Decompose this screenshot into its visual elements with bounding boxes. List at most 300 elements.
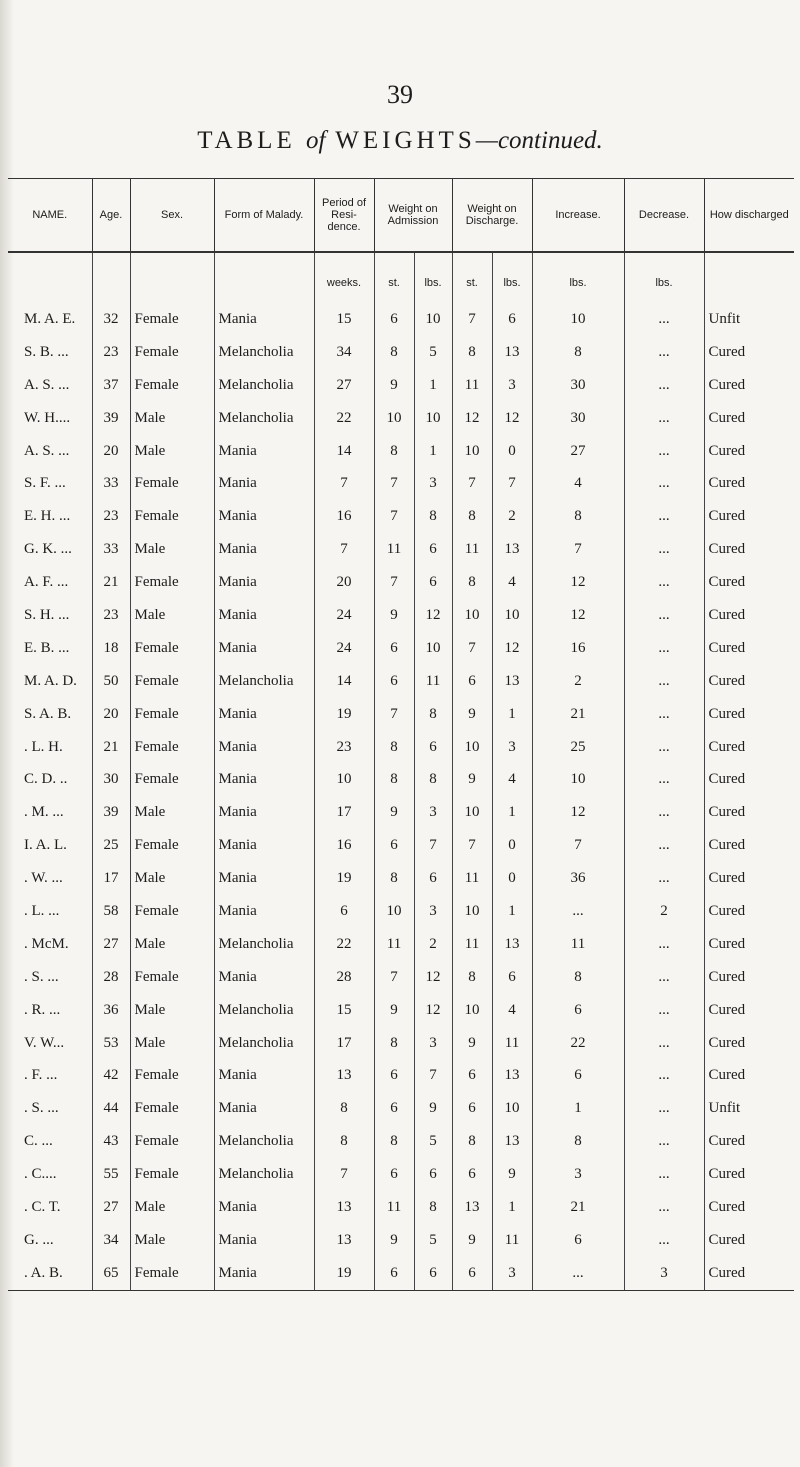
row-form: Melancholia <box>214 994 314 1027</box>
row-dis-lbs: 2 <box>492 500 532 533</box>
row-form: Mania <box>214 533 314 566</box>
row-how: Cured <box>704 994 794 1027</box>
header-decrease: Decrease. <box>624 179 704 253</box>
table-row <box>8 369 794 402</box>
row-decrease: ... <box>624 1158 704 1191</box>
row-form: Mania <box>214 829 314 862</box>
row-how: Cured <box>704 763 794 796</box>
row-name: W. H.... <box>24 409 71 426</box>
table-row <box>8 665 794 698</box>
table-row <box>8 1158 794 1191</box>
row-increase: 22 <box>532 1027 624 1060</box>
row-name: . W. ... <box>24 870 63 887</box>
row-form: Mania <box>214 862 314 895</box>
row-age: 37 <box>92 369 130 402</box>
row-decrease: ... <box>624 1125 704 1158</box>
row-adm-st: 6 <box>374 1257 414 1290</box>
row-form: Mania <box>214 632 314 665</box>
row-form: Mania <box>214 895 314 928</box>
row-dis-lbs: 4 <box>492 566 532 599</box>
row-adm-st: 9 <box>374 369 414 402</box>
row-name: M. A. D. <box>24 672 77 689</box>
row-dis-st: 11 <box>452 928 492 961</box>
row-adm-st: 11 <box>374 533 414 566</box>
row-dis-st: 6 <box>452 1059 492 1092</box>
row-name: A. S. ... <box>24 376 70 393</box>
row-decrease: ... <box>624 829 704 862</box>
header-row <box>8 179 794 253</box>
row-adm-st: 8 <box>374 862 414 895</box>
row-dis-lbs: 0 <box>492 862 532 895</box>
row-dis-lbs: 11 <box>492 1224 532 1257</box>
table-row <box>8 698 794 731</box>
row-age: 33 <box>92 533 130 566</box>
row-increase: 16 <box>532 632 624 665</box>
row-form: Melancholia <box>214 1027 314 1060</box>
row-decrease: ... <box>624 632 704 665</box>
row-adm-lbs: 12 <box>414 994 452 1027</box>
row-dis-lbs: 1 <box>492 698 532 731</box>
row-decrease: ... <box>624 500 704 533</box>
row-adm-st: 7 <box>374 698 414 731</box>
row-form: Melancholia <box>214 1125 314 1158</box>
row-adm-st: 6 <box>374 1158 414 1191</box>
row-form: Mania <box>214 763 314 796</box>
row-dis-st: 7 <box>452 467 492 500</box>
row-form: Mania <box>214 566 314 599</box>
row-period: 20 <box>314 566 374 599</box>
row-period: 22 <box>314 928 374 961</box>
row-form: Mania <box>214 435 314 468</box>
row-increase: 6 <box>532 1059 624 1092</box>
row-period: 8 <box>314 1092 374 1125</box>
row-name: A. F. ... <box>24 574 69 591</box>
row-form: Mania <box>214 1092 314 1125</box>
row-name: . S. ... <box>24 968 59 985</box>
units-adm-lbs: lbs. <box>414 252 452 303</box>
table-row <box>8 467 794 500</box>
row-how: Cured <box>704 467 794 500</box>
row-dis-lbs: 3 <box>492 1257 532 1290</box>
row-increase: 11 <box>532 928 624 961</box>
row-decrease: ... <box>624 763 704 796</box>
row-adm-lbs: 10 <box>414 632 452 665</box>
row-name: M. A. E. <box>24 310 76 327</box>
row-dis-st: 12 <box>452 402 492 435</box>
row-age: 27 <box>92 1191 130 1224</box>
row-decrease: ... <box>624 862 704 895</box>
row-adm-lbs: 8 <box>414 1191 452 1224</box>
table-row <box>8 1092 794 1125</box>
row-adm-lbs: 5 <box>414 336 452 369</box>
row-increase: ... <box>532 895 624 928</box>
row-dis-st: 6 <box>452 1257 492 1290</box>
row-form: Melancholia <box>214 402 314 435</box>
row-age: 23 <box>92 500 130 533</box>
row-adm-lbs: 3 <box>414 796 452 829</box>
row-increase: 6 <box>532 1224 624 1257</box>
row-period: 17 <box>314 796 374 829</box>
row-age: 44 <box>92 1092 130 1125</box>
row-dis-st: 7 <box>452 829 492 862</box>
row-name: E. B. ... <box>24 639 70 656</box>
row-decrease: ... <box>624 665 704 698</box>
row-dis-st: 10 <box>452 731 492 764</box>
row-age: 27 <box>92 928 130 961</box>
table-row <box>8 796 794 829</box>
row-adm-lbs: 7 <box>414 1059 452 1092</box>
row-adm-lbs: 10 <box>414 303 452 336</box>
table-row <box>8 599 794 632</box>
row-dis-st: 8 <box>452 1125 492 1158</box>
row-sex: Male <box>130 1224 214 1257</box>
weights-table <box>8 178 794 1291</box>
units-dis-lbs: lbs. <box>492 252 532 303</box>
table-row <box>8 402 794 435</box>
table-row <box>8 895 794 928</box>
row-adm-lbs: 12 <box>414 961 452 994</box>
row-sex: Female <box>130 665 214 698</box>
row-age: 65 <box>92 1257 130 1290</box>
row-adm-st: 6 <box>374 303 414 336</box>
row-age: 17 <box>92 862 130 895</box>
row-how: Cured <box>704 895 794 928</box>
row-name: A. S. ... <box>24 442 70 459</box>
units-form <box>214 252 314 303</box>
row-period: 13 <box>314 1224 374 1257</box>
row-name: . McM. <box>24 935 69 952</box>
row-dis-st: 9 <box>452 763 492 796</box>
row-adm-st: 7 <box>374 500 414 533</box>
row-adm-lbs: 6 <box>414 566 452 599</box>
row-dis-lbs: 13 <box>492 928 532 961</box>
row-how: Cured <box>704 1158 794 1191</box>
row-increase: 8 <box>532 1125 624 1158</box>
table-row <box>8 1257 794 1290</box>
row-adm-st: 7 <box>374 467 414 500</box>
row-how: Cured <box>704 796 794 829</box>
row-how: Cured <box>704 1059 794 1092</box>
row-decrease: ... <box>624 402 704 435</box>
row-name: G. K. ... <box>24 541 72 558</box>
row-dis-st: 11 <box>452 369 492 402</box>
row-name: . S. ... <box>24 1100 59 1117</box>
row-adm-st: 9 <box>374 1224 414 1257</box>
row-adm-st: 10 <box>374 402 414 435</box>
row-increase: 1 <box>532 1092 624 1125</box>
row-sex: Female <box>130 698 214 731</box>
row-sex: Male <box>130 599 214 632</box>
header-period: Period of Resi- dence. <box>314 179 374 253</box>
row-decrease: ... <box>624 533 704 566</box>
row-dis-lbs: 0 <box>492 435 532 468</box>
row-increase: ... <box>532 1257 624 1290</box>
row-dis-st: 10 <box>452 796 492 829</box>
row-how: Cured <box>704 862 794 895</box>
row-period: 19 <box>314 698 374 731</box>
row-adm-lbs: 6 <box>414 731 452 764</box>
row-form: Melancholia <box>214 1158 314 1191</box>
row-form: Mania <box>214 500 314 533</box>
row-name: E. H. ... <box>24 508 71 525</box>
row-dis-lbs: 13 <box>492 336 532 369</box>
row-increase: 12 <box>532 566 624 599</box>
row-dis-lbs: 6 <box>492 961 532 994</box>
row-sex: Male <box>130 402 214 435</box>
table-row <box>8 1224 794 1257</box>
table-row <box>8 566 794 599</box>
row-age: 34 <box>92 1224 130 1257</box>
row-sex: Female <box>130 1092 214 1125</box>
row-adm-st: 9 <box>374 994 414 1027</box>
row-period: 14 <box>314 435 374 468</box>
row-decrease: ... <box>624 994 704 1027</box>
row-decrease: ... <box>624 599 704 632</box>
row-adm-lbs: 2 <box>414 928 452 961</box>
row-name: . F. ... <box>24 1067 58 1084</box>
row-how: Cured <box>704 1191 794 1224</box>
row-how: Cured <box>704 698 794 731</box>
table-row <box>8 731 794 764</box>
row-how: Unfit <box>704 1092 794 1125</box>
row-form: Mania <box>214 961 314 994</box>
row-adm-st: 6 <box>374 829 414 862</box>
row-increase: 21 <box>532 1191 624 1224</box>
row-decrease: ... <box>624 435 704 468</box>
row-sex: Female <box>130 1059 214 1092</box>
row-adm-st: 9 <box>374 796 414 829</box>
row-period: 7 <box>314 1158 374 1191</box>
row-form: Mania <box>214 1059 314 1092</box>
table-row <box>8 829 794 862</box>
row-period: 14 <box>314 665 374 698</box>
units-name <box>8 252 92 303</box>
row-period: 27 <box>314 369 374 402</box>
row-name: V. W... <box>24 1034 65 1051</box>
row-dis-st: 11 <box>452 533 492 566</box>
row-how: Cured <box>704 731 794 764</box>
row-decrease: 3 <box>624 1257 704 1290</box>
row-dis-lbs: 1 <box>492 895 532 928</box>
row-age: 25 <box>92 829 130 862</box>
row-period: 28 <box>314 961 374 994</box>
title-of: of <box>305 127 326 154</box>
row-period: 24 <box>314 632 374 665</box>
row-dis-lbs: 1 <box>492 796 532 829</box>
units-decrease: lbs. <box>624 252 704 303</box>
row-increase: 12 <box>532 796 624 829</box>
row-adm-st: 9 <box>374 599 414 632</box>
row-increase: 7 <box>532 829 624 862</box>
row-how: Cured <box>704 829 794 862</box>
row-dis-lbs: 11 <box>492 1027 532 1060</box>
row-adm-lbs: 3 <box>414 895 452 928</box>
header-weight-admission: Weight on Admission <box>374 179 452 253</box>
row-dis-st: 6 <box>452 1092 492 1125</box>
row-name: S. B. ... <box>24 343 69 360</box>
row-adm-lbs: 12 <box>414 599 452 632</box>
row-increase: 30 <box>532 402 624 435</box>
row-dis-lbs: 7 <box>492 467 532 500</box>
row-form: Mania <box>214 599 314 632</box>
table-row <box>8 862 794 895</box>
row-sex: Female <box>130 1125 214 1158</box>
row-name: . R. ... <box>24 1001 61 1018</box>
row-age: 39 <box>92 796 130 829</box>
row-adm-lbs: 6 <box>414 533 452 566</box>
row-period: 16 <box>314 500 374 533</box>
row-period: 7 <box>314 467 374 500</box>
row-how: Cured <box>704 500 794 533</box>
row-adm-lbs: 8 <box>414 763 452 796</box>
row-dis-lbs: 0 <box>492 829 532 862</box>
table-row <box>8 928 794 961</box>
row-age: 53 <box>92 1027 130 1060</box>
row-decrease: ... <box>624 698 704 731</box>
row-dis-st: 10 <box>452 599 492 632</box>
row-form: Melancholia <box>214 665 314 698</box>
row-increase: 2 <box>532 665 624 698</box>
units-adm-st: st. <box>374 252 414 303</box>
table-row <box>8 1059 794 1092</box>
row-period: 10 <box>314 763 374 796</box>
row-how: Cured <box>704 665 794 698</box>
header-name: NAME. <box>8 179 92 253</box>
row-decrease: ... <box>624 796 704 829</box>
row-period: 24 <box>314 599 374 632</box>
table-row <box>8 533 794 566</box>
row-decrease: ... <box>624 566 704 599</box>
page-number: 39 <box>387 80 413 109</box>
header-increase: Increase. <box>532 179 624 253</box>
table-row <box>8 1027 794 1060</box>
row-increase: 36 <box>532 862 624 895</box>
row-sex: Female <box>130 895 214 928</box>
row-period: 15 <box>314 994 374 1027</box>
row-name: S. A. B. <box>24 705 72 722</box>
row-increase: 12 <box>532 599 624 632</box>
row-how: Cured <box>704 1224 794 1257</box>
title-main: TABLE <box>197 127 296 154</box>
row-how: Unfit <box>704 303 794 336</box>
table-row <box>8 1191 794 1224</box>
row-dis-st: 8 <box>452 500 492 533</box>
row-period: 7 <box>314 533 374 566</box>
row-decrease: ... <box>624 1059 704 1092</box>
row-how: Cured <box>704 1125 794 1158</box>
row-how: Cured <box>704 533 794 566</box>
row-sex: Female <box>130 1158 214 1191</box>
row-age: 36 <box>92 994 130 1027</box>
row-adm-st: 8 <box>374 435 414 468</box>
row-dis-lbs: 3 <box>492 731 532 764</box>
header-weight-discharge: Weight on Discharge. <box>452 179 532 253</box>
row-age: 23 <box>92 599 130 632</box>
row-period: 34 <box>314 336 374 369</box>
row-decrease: ... <box>624 731 704 764</box>
row-form: Mania <box>214 796 314 829</box>
row-form: Mania <box>214 1257 314 1290</box>
row-name: . C. T. <box>24 1198 61 1215</box>
row-name: S. H. ... <box>24 606 70 623</box>
row-age: 21 <box>92 566 130 599</box>
row-sex: Male <box>130 1191 214 1224</box>
row-decrease: ... <box>624 1092 704 1125</box>
row-decrease: ... <box>624 303 704 336</box>
row-adm-lbs: 10 <box>414 402 452 435</box>
row-increase: 27 <box>532 435 624 468</box>
row-adm-st: 8 <box>374 763 414 796</box>
row-dis-lbs: 13 <box>492 1125 532 1158</box>
row-age: 55 <box>92 1158 130 1191</box>
row-dis-lbs: 1 <box>492 1191 532 1224</box>
row-name: G. ... <box>24 1231 54 1248</box>
row-dis-lbs: 9 <box>492 1158 532 1191</box>
row-form: Melancholia <box>214 336 314 369</box>
row-adm-lbs: 7 <box>414 829 452 862</box>
row-sex: Male <box>130 435 214 468</box>
row-sex: Male <box>130 928 214 961</box>
page-title <box>0 127 800 155</box>
row-decrease: ... <box>624 1191 704 1224</box>
row-decrease: 2 <box>624 895 704 928</box>
row-sex: Female <box>130 961 214 994</box>
row-dis-lbs: 3 <box>492 369 532 402</box>
row-age: 30 <box>92 763 130 796</box>
table-row <box>8 994 794 1027</box>
row-dis-st: 6 <box>452 1158 492 1191</box>
units-age <box>92 252 130 303</box>
header-age: Age. <box>92 179 130 253</box>
row-form: Mania <box>214 731 314 764</box>
row-age: 20 <box>92 698 130 731</box>
row-how: Cured <box>704 336 794 369</box>
row-adm-lbs: 6 <box>414 1257 452 1290</box>
row-adm-st: 8 <box>374 1027 414 1060</box>
row-sex: Female <box>130 763 214 796</box>
table-row <box>8 961 794 994</box>
row-age: 33 <box>92 467 130 500</box>
row-period: 16 <box>314 829 374 862</box>
units-how <box>704 252 794 303</box>
row-adm-lbs: 6 <box>414 862 452 895</box>
row-dis-lbs: 4 <box>492 994 532 1027</box>
row-increase: 8 <box>532 500 624 533</box>
row-dis-st: 10 <box>452 994 492 1027</box>
row-increase: 8 <box>532 961 624 994</box>
row-adm-st: 11 <box>374 928 414 961</box>
row-dis-st: 6 <box>452 665 492 698</box>
units-row <box>8 252 794 303</box>
row-period: 8 <box>314 1125 374 1158</box>
row-adm-lbs: 3 <box>414 467 452 500</box>
row-adm-lbs: 1 <box>414 435 452 468</box>
row-how: Cured <box>704 928 794 961</box>
row-how: Cured <box>704 961 794 994</box>
row-name: I. A. L. <box>24 837 67 854</box>
row-adm-lbs: 11 <box>414 665 452 698</box>
row-how: Cured <box>704 369 794 402</box>
header-how: How discharged <box>704 179 794 253</box>
row-dis-st: 9 <box>452 698 492 731</box>
row-increase: 8 <box>532 336 624 369</box>
row-age: 21 <box>92 731 130 764</box>
row-adm-lbs: 3 <box>414 1027 452 1060</box>
row-period: 13 <box>314 1191 374 1224</box>
row-adm-lbs: 8 <box>414 698 452 731</box>
row-name: S. F. ... <box>24 475 66 492</box>
row-dis-lbs: 13 <box>492 665 532 698</box>
